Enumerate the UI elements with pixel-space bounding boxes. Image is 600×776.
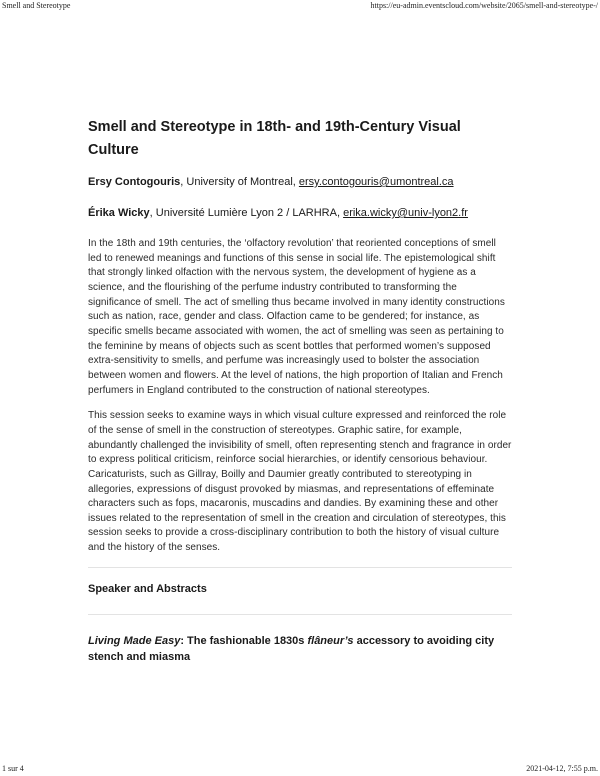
author-email-link[interactable]: ersy.contogouris@umontreal.ca: [298, 176, 454, 188]
section-divider: [88, 614, 512, 615]
author-name: Érika Wicky: [88, 207, 150, 219]
page-number: 1 sur 4: [2, 764, 24, 773]
author-name: Ersy Contogouris: [88, 176, 181, 188]
abstract-title-italic: flâneur’s: [307, 634, 354, 647]
author-affiliation: , University of Montreal,: [180, 176, 299, 188]
author-line-2: [88, 206, 512, 220]
abstract-title: [88, 633, 512, 665]
article-title: Smell and Stereotype in 18th- and 19th-Century Visual Culture: [88, 119, 461, 158]
abstract-title-text: accessory to avoiding city stench and miasma: [88, 634, 495, 663]
print-timestamp: 2021-04-12, 7:55 p.m.: [526, 764, 598, 773]
section-divider: [88, 567, 512, 568]
print-footer: [0, 762, 600, 776]
section-heading: Speaker and Abstracts: [88, 582, 207, 595]
author-email-link[interactable]: erika.wicky@univ-lyon2.fr: [343, 207, 468, 219]
print-page-title: Smell and Stereotype: [2, 1, 71, 10]
session-paragraph: This session seeks to examine ways in which visual culture expressed and reinforced the role of the sense of smell in the construction of stereotypes. Graphic satire, for example, abundantly challenged the invisibility of smell, often representing stench and fragrance in order to express political criticism, reinforce social hierarchies, or identify censorious behaviour. Caricaturists, such as Gillray, Boilly and Daumier greatly contributed to stereotyping in allegories, expressions of disgust provoked by miasmas, and representations of effeminate characters such as fops, macaronis, muscadins and dandies. By examining these and other issues related to the representation of smell in the creation and circulation of stereotypes, this session seeks to provide a cross-disciplinary contribution to both the history of visual culture and the history of the senses.: [88, 410, 512, 554]
abstract-title-text: : The fashionable 1830s: [180, 634, 308, 647]
author-affiliation: , Université Lumière Lyon 2 / LARHRA,: [149, 207, 344, 219]
article: [88, 116, 512, 665]
intro-paragraph: In the 18th and 19th centuries, the ‘olfactory revolution’ that reoriented conceptions of smell led to renewed meanings and functions of this sense in social life. The epistemological shift that strongly linked olfaction with the nervous system, the development of hygiene as a science, and the flourishing of the perfume industry contributed to transforming the significance of smell. The act of smelling thus became involved in many identity constructions such as nation, race, gender and class. Olfaction came to be gendered; for instance, as specific smells became associated with women, the act of smelling was seen as pertaining to the feminine by means of objects such as scent bottles that performed women’s supposed extra-sensitivity to smells, and perfume was increasingly used to bolster the association between women and flowers. At the level of nations, the high proportion of Italian and French perfumers in England contributed to the construction of national stereotypes.: [88, 238, 505, 396]
print-header: [0, 0, 600, 14]
print-page-url: https://eu-admin.eventscloud.com/website/2065/smell-and-stereotype-/: [370, 1, 598, 10]
abstract-title-italic: Living Made Easy: [88, 634, 181, 647]
author-line-1: [88, 175, 512, 189]
